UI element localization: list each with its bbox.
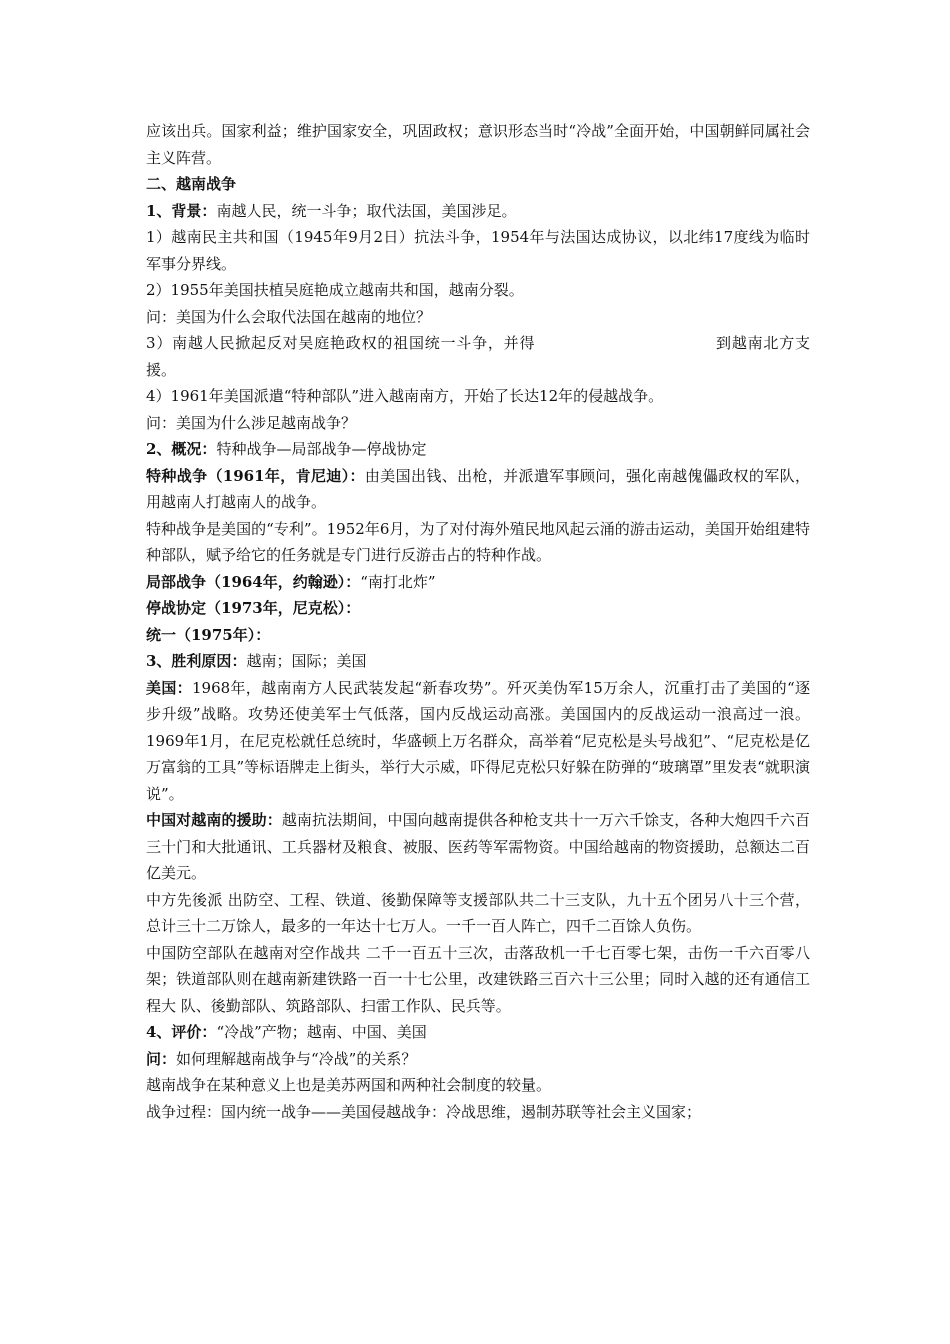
china-aid-text: 越南抗法期间，中国向越南提供各种枪支共十一万六千馀支，各种大炮四千六百三十门和大批通讯、工兵器材及粮食、被服、医药等军需物资。中国给越南的物资援助，总额达二百亿美元。 bbox=[146, 811, 810, 882]
paragraph-point-1: 1）越南民主共和国（1945年9月2日）抗法斗争，1954年与法国达成协议，以北纬17度线为临时军事分界线。 bbox=[146, 228, 810, 273]
paragraph-point-3 bbox=[146, 330, 810, 383]
point-3-part-a: 3）南越人民掀起反对吴庭艳政权的祖国统一斗争，并得 bbox=[146, 334, 536, 352]
subheading-background: 1、背景： bbox=[146, 201, 217, 220]
question-3-text: 如何理解越南战争与“冷战”的关系？ bbox=[176, 1049, 417, 1068]
subheading-local-war: 局部战争（1964年，约翰逊）： bbox=[146, 572, 361, 591]
us-text: 1968年，越南南方人民武装发起“新春攻势”。歼灭美伪军15万余人，沉重打击了美国的“逐步升级”战略。攻势还使美军士气低落，国内反战运动高涨。美国国内的反战运动一浪高过一浪。1969年1月，在尼克松就任总统时，华盛顿上万名群众，高举着“尼克松是头号战犯”、“尼克松是亿万富翁的工具”等标语牌走上街头，举行大示威，吓得尼克松只好躲在防弹的“玻璃罩”里发表“就职演说”。 bbox=[146, 678, 810, 803]
paragraph-overview bbox=[146, 436, 810, 463]
local-war-text: “南打北炸” bbox=[360, 572, 436, 591]
paragraph-victory-reasons bbox=[146, 648, 810, 675]
paragraph-point-2: 2）1955年美国扶植吴庭艳成立越南共和国，越南分裂。 bbox=[146, 281, 524, 299]
paragraph-contest: 越南战争在某种意义上也是美苏两国和两种社会制度的较量。 bbox=[146, 1076, 552, 1094]
section-heading-vietnam-war: 二、越南战争 bbox=[146, 175, 237, 193]
overview-summary: 特种战争—局部战争—停战协定 bbox=[216, 440, 427, 458]
paragraph-war-process: 战争过程：国内统一战争——美国侵越战争：冷战思维，遏制苏联等社会主义国家； bbox=[146, 1102, 702, 1121]
paragraph-evaluation bbox=[146, 1019, 810, 1046]
subheading-victory-reasons: 3、胜利原因： bbox=[146, 652, 247, 670]
subheading-truce: 停战协定（1973年，尼克松）： bbox=[146, 599, 361, 617]
paragraph-intro: 应该出兵。国家利益；维护国家安全，巩固政权；意识形态当时“冷战”全面开始，中国朝鲜同属社会主义阵营。 bbox=[146, 122, 810, 167]
paragraph-background bbox=[146, 198, 810, 225]
victory-reasons-summary: 越南；国际；美国 bbox=[246, 652, 367, 670]
subheading-evaluation: 4、评价： bbox=[146, 1023, 217, 1041]
subheading-special-war: 特种战争（1961年，肯尼迪）： bbox=[146, 466, 365, 485]
paragraph-china-aid bbox=[146, 807, 810, 887]
question-1: 问：美国为什么会取代法国在越南的地位？ bbox=[146, 307, 432, 326]
paragraph-special-war bbox=[146, 463, 810, 516]
paragraph-point-4: 4）1961年美国派遣“特种部队”进入越南南方，开始了长达12年的侵越战争。 bbox=[146, 387, 664, 405]
paragraph-china-troops: 中方先後派 出防空、工程、铁道、後勤保障等支援部队共二十三支队，九十五个团另八十三个营，总计三十二万馀人，最多的一年达十七万人。一千一百人阵亡，四千二百馀人负伤。 bbox=[146, 890, 810, 935]
paragraph-special-war-detail: 特种战争是美国的“专利”。1952年6月，为了对付海外殖民地风起云涌的游击运动，美国开始组建特种部队，赋予给它的任务就是专门进行反游击占的特种作战。 bbox=[146, 519, 810, 564]
question-3 bbox=[146, 1046, 810, 1073]
subheading-overview: 2、概况： bbox=[146, 440, 217, 458]
subheading-us: 美国： bbox=[146, 678, 192, 697]
evaluation-summary: “冷战”产物；越南、中国、美国 bbox=[216, 1023, 427, 1041]
question-3-label: 问： bbox=[146, 1049, 177, 1068]
paragraph-local-war bbox=[146, 569, 810, 596]
subheading-unification: 统一（1975年）： bbox=[146, 625, 271, 644]
point-3-part-b: 到越南北方支援。 bbox=[146, 334, 810, 379]
special-war-text: 由美国出钱、出枪，并派遣军事顾问，强化南越傀儡政权的军队，用越南人打越南人的战争。 bbox=[146, 466, 810, 511]
background-summary: 南越人民，统一斗争；取代法国，美国涉足。 bbox=[216, 201, 517, 220]
question-2: 问：美国为什么涉足越南战争？ bbox=[146, 413, 357, 432]
paragraph-us bbox=[146, 675, 810, 808]
document-page bbox=[146, 118, 810, 1125]
subheading-china-aid: 中国对越南的援助： bbox=[146, 811, 282, 829]
paragraph-china-air-defense: 中国防空部队在越南对空作战共 二千一百五十三次，击落敌机一千七百零七架，击伤一千六百零八架；铁道部队则在越南新建铁路一百一十七公里，改建铁路三百六十三公里；同时入越的还有通信工程大 队、後勤部队、筑路部队、扫雷工作队、民兵等。 bbox=[146, 943, 810, 1015]
